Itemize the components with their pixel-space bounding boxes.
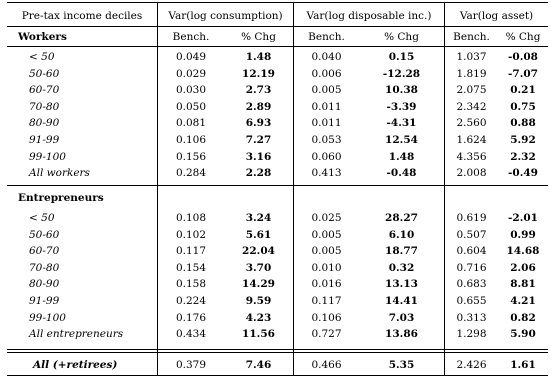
header-deciles: Pre-tax income deciles xyxy=(21,10,143,22)
pct-change-value: 1.48 xyxy=(388,150,415,163)
pct-change-value: -0.08 xyxy=(508,51,538,63)
pct-change-value: 14.41 xyxy=(385,295,418,307)
row-label: < 50 xyxy=(29,51,55,63)
double-rule-top xyxy=(7,349,548,350)
bench-value: 0.005 xyxy=(311,245,342,258)
pct-change-value: 2.28 xyxy=(245,167,272,180)
bench-value: 0.029 xyxy=(175,67,207,80)
pct-change-value: 18.77 xyxy=(385,245,418,258)
pct-change-value: 3.16 xyxy=(245,150,272,163)
bench-value: 2.342 xyxy=(456,100,487,113)
bench-value: 0.006 xyxy=(311,67,342,80)
bench-value: 0.224 xyxy=(175,295,207,307)
bench-value: 1.819 xyxy=(456,67,487,80)
pct-change-value: 2.73 xyxy=(245,84,272,97)
header-disposable: Var(log disposable inc.) xyxy=(306,10,432,22)
bench-value: 0.081 xyxy=(175,117,207,130)
bench-value: 0.716 xyxy=(456,261,487,274)
section-rule xyxy=(7,185,548,186)
bottom-rule xyxy=(7,375,548,376)
row-label: 70-80 xyxy=(29,100,60,113)
bench-value: 0.727 xyxy=(311,328,342,341)
row-label: All entrepreneurs xyxy=(29,328,124,341)
top-rule xyxy=(7,2,548,3)
bench-value: 0.117 xyxy=(175,245,207,258)
bench-value: 0.604 xyxy=(456,245,487,258)
pct-change-value: 0.99 xyxy=(510,228,536,241)
bench-value: 2.075 xyxy=(456,84,487,97)
row-label: < 50 xyxy=(29,212,55,224)
bench-value: 0.413 xyxy=(311,167,342,180)
total-bench-value: 0.379 xyxy=(175,359,207,371)
pct-change-value: 12.54 xyxy=(385,134,418,146)
pct-change-value: 2.32 xyxy=(510,150,536,163)
pct-change-value: 14.68 xyxy=(506,245,540,258)
bench-value: 0.106 xyxy=(175,134,207,146)
pct-change-value: 2.89 xyxy=(245,100,272,113)
subheader-bench: Bench. xyxy=(453,31,490,43)
bench-value: 0.655 xyxy=(456,295,487,307)
bench-value: 0.154 xyxy=(175,261,207,274)
double-rule-bottom xyxy=(7,352,548,353)
total-pct-change-value: 5.35 xyxy=(388,359,415,371)
pct-change-value: -4.31 xyxy=(386,117,417,130)
subheader-chg: % Chg xyxy=(384,31,419,43)
subheader-bench: Bench. xyxy=(172,31,210,43)
bench-value: 0.156 xyxy=(175,150,207,163)
pct-change-value: 0.32 xyxy=(388,261,415,274)
total-label: All (+retirees) xyxy=(33,359,118,371)
pct-change-value: 3.70 xyxy=(245,261,272,274)
pct-change-value: 6.93 xyxy=(245,117,272,130)
row-label: 91-99 xyxy=(29,295,60,307)
pct-change-value: 22.04 xyxy=(242,245,275,258)
bench-value: 0.313 xyxy=(456,311,487,324)
bench-value: 0.011 xyxy=(311,117,342,130)
pct-change-value: 5.92 xyxy=(510,134,536,146)
bench-value: 0.040 xyxy=(311,51,342,63)
pct-change-value: 4.21 xyxy=(510,295,536,307)
bench-value: 0.050 xyxy=(175,100,207,113)
bench-value: 0.030 xyxy=(175,84,207,97)
pct-change-value: 8.81 xyxy=(510,278,536,291)
pct-change-value: 2.06 xyxy=(510,261,536,274)
pct-change-value: 1.48 xyxy=(245,51,272,63)
pct-change-value: 0.21 xyxy=(510,84,536,97)
pct-change-value: 13.13 xyxy=(385,278,418,291)
row-label: 60-70 xyxy=(29,245,60,258)
pct-change-value: 11.56 xyxy=(242,328,275,341)
bench-value: 2.560 xyxy=(456,117,487,130)
bench-value: 1.624 xyxy=(456,134,487,146)
row-label: 50-60 xyxy=(29,67,60,80)
bench-value: 0.016 xyxy=(311,278,342,291)
pct-change-value: 14.29 xyxy=(242,278,275,291)
bench-value: 1.037 xyxy=(456,51,487,63)
row-label: 70-80 xyxy=(29,261,60,274)
subheader-bench: Bench. xyxy=(308,31,345,43)
pct-change-value: 5.90 xyxy=(510,328,536,341)
pct-change-value: 4.23 xyxy=(245,311,272,324)
total-pct-change-value: 1.61 xyxy=(510,359,536,371)
bench-value: 1.298 xyxy=(456,328,487,341)
bench-value: 0.010 xyxy=(311,261,342,274)
pct-change-value: 5.61 xyxy=(245,228,272,241)
pct-change-value: 7.03 xyxy=(388,311,415,324)
row-label: 60-70 xyxy=(29,84,60,97)
pct-change-value: 0.82 xyxy=(510,311,536,324)
bench-value: 0.005 xyxy=(311,228,342,241)
pct-change-value: -0.48 xyxy=(386,167,417,180)
header-asset: Var(log asset) xyxy=(459,10,534,22)
total-bench-value: 0.466 xyxy=(311,359,342,371)
pct-change-value: 28.27 xyxy=(385,212,418,224)
subheader-chg: % Chg xyxy=(505,31,541,43)
bench-value: 0.507 xyxy=(456,228,487,241)
row-label: 91-99 xyxy=(29,134,60,146)
pct-change-value: -7.07 xyxy=(508,67,538,80)
row-label: 80-90 xyxy=(29,117,60,130)
bench-value: 0.025 xyxy=(311,212,342,224)
bench-value: 0.176 xyxy=(175,311,207,324)
pct-change-value: 7.27 xyxy=(245,134,272,146)
pct-change-value: -12.28 xyxy=(382,67,421,80)
header-rule xyxy=(7,26,548,27)
row-label: 99-100 xyxy=(29,150,66,163)
bench-value: 0.049 xyxy=(175,51,207,63)
row-label: All workers xyxy=(29,167,90,180)
bench-value: 4.356 xyxy=(456,150,487,163)
total-bench-value: 2.426 xyxy=(456,359,487,371)
pct-change-value: 0.15 xyxy=(388,51,415,63)
row-label: 50-60 xyxy=(29,228,60,241)
pct-change-value: 13.86 xyxy=(385,328,418,341)
pct-change-value: 0.88 xyxy=(510,117,536,130)
pct-change-value: -2.01 xyxy=(508,212,538,224)
pct-change-value: -3.39 xyxy=(386,100,417,113)
subheader-chg: % Chg xyxy=(241,31,276,43)
bench-value: 0.434 xyxy=(175,328,207,341)
bench-value: 0.158 xyxy=(175,278,207,291)
bench-value: 0.053 xyxy=(311,134,342,146)
bench-value: 0.619 xyxy=(456,212,487,224)
pct-change-value: -0.49 xyxy=(508,167,538,180)
bench-value: 0.011 xyxy=(311,100,342,113)
bench-value: 0.106 xyxy=(311,311,342,324)
row-label: 99-100 xyxy=(29,311,66,324)
subheader-rule xyxy=(7,46,548,47)
bench-value: 0.284 xyxy=(175,167,207,180)
workers-heading: Workers xyxy=(18,31,67,43)
pct-change-value: 12.19 xyxy=(242,67,275,80)
bench-value: 0.102 xyxy=(175,228,207,241)
pct-change-value: 3.24 xyxy=(245,212,272,224)
bench-value: 0.060 xyxy=(311,150,342,163)
header-consumption: Var(log consumption) xyxy=(168,10,283,22)
entrepreneurs-heading: Entrepreneurs xyxy=(18,192,104,204)
pct-change-value: 9.59 xyxy=(245,295,272,307)
row-label: 80-90 xyxy=(29,278,60,291)
pct-change-value: 0.75 xyxy=(510,100,536,113)
total-pct-change-value: 7.46 xyxy=(245,359,272,371)
bench-value: 0.108 xyxy=(175,212,207,224)
bench-value: 0.117 xyxy=(311,295,342,307)
bench-value: 2.008 xyxy=(456,167,487,180)
pct-change-value: 10.38 xyxy=(385,84,418,97)
bench-value: 0.005 xyxy=(311,84,342,97)
bench-value: 0.683 xyxy=(456,278,487,291)
pct-change-value: 6.10 xyxy=(388,228,415,241)
